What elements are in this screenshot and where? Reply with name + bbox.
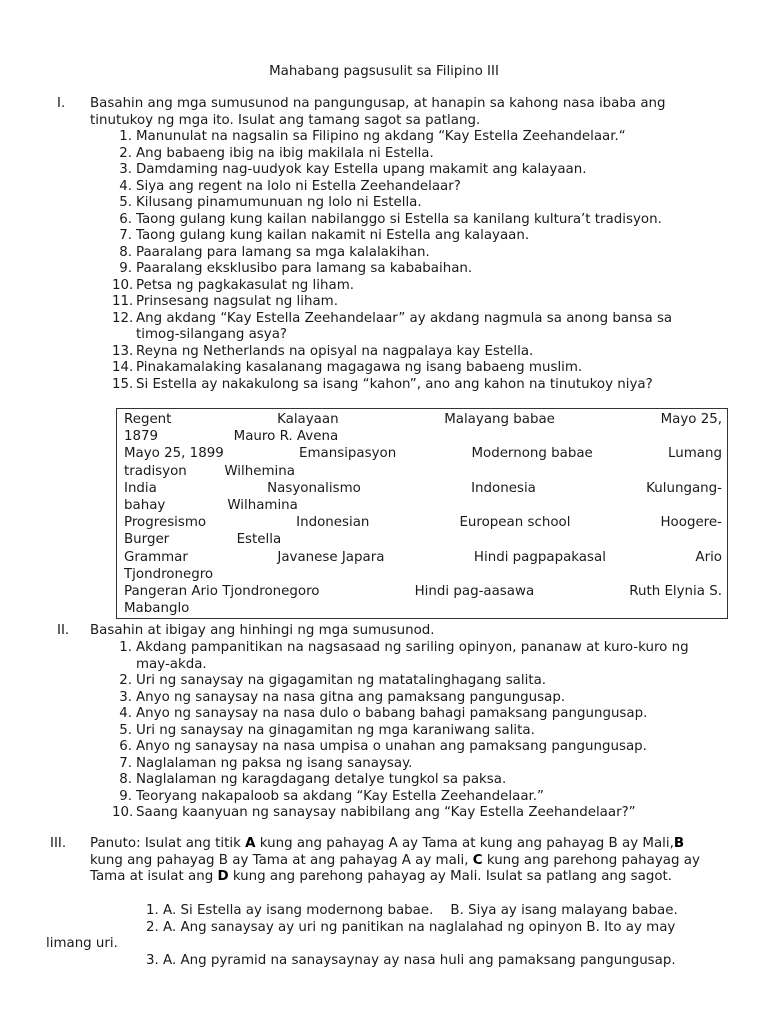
word-box-entry: Indonesian bbox=[296, 515, 370, 531]
answer-word-box bbox=[116, 408, 728, 619]
list-item bbox=[112, 195, 712, 212]
instr-part: kung ang pahayag A ay Tama at kung ang pahayag B ay Mali, bbox=[255, 836, 674, 851]
item-number: 5. bbox=[119, 195, 132, 210]
word-box-entry: Ario bbox=[695, 549, 722, 565]
word-box-line bbox=[124, 514, 722, 531]
list-item bbox=[112, 212, 712, 229]
word-box-entry: Mayo 25, bbox=[660, 412, 722, 427]
item-number: 12. bbox=[112, 310, 134, 326]
item-number: 10. bbox=[112, 805, 134, 820]
item-number: 13. bbox=[112, 343, 134, 359]
section1-item-list bbox=[112, 129, 712, 393]
item-text: Manunulat na nagsalin sa Filipino ng akdang “Kay Estella Zeehandelaar.“ bbox=[136, 129, 626, 144]
word-box-entry: tradisyon bbox=[124, 463, 187, 479]
word-box-entry: Emansipasyon bbox=[299, 446, 397, 462]
instr-part: kung ang pahayag B ay Tama at ang pahayag A ay mali, bbox=[90, 852, 473, 868]
item-text: Damdaming nag-uudyok kay Estella upang makamit ang kalayaan. bbox=[136, 162, 587, 177]
word-box-line bbox=[124, 531, 722, 548]
list-item bbox=[112, 377, 712, 394]
item-text: Paaralang eksklusibo para lamang sa kababaihan. bbox=[136, 261, 473, 276]
item-number: 7. bbox=[119, 755, 132, 771]
item-number: 9. bbox=[119, 261, 132, 276]
section1-instructions: Basahin ang mga sumusunod na pangungusap, at hanapin sa kahong nasa ibaba ang tinutukoy ng mga ito. Isulat ang tamang sagot sa patlang. bbox=[90, 96, 666, 128]
item-text: Saang kaanyuan ng sanaysay nabibilang ang “Kay Estella Zeehandelaar?” bbox=[136, 805, 636, 820]
letter-b: B bbox=[673, 836, 685, 851]
word-box-entry: Kalayaan bbox=[277, 412, 339, 427]
word-box-row bbox=[124, 549, 722, 583]
section3-item-1: 1. A. Si Estella ay isang modernong babae. B. Siya ay isang malayang babae. bbox=[146, 903, 678, 918]
section3-number: III. bbox=[50, 836, 67, 851]
list-item bbox=[112, 739, 712, 756]
item-text: Kilusang pinamumunuan ng lolo ni Estella. bbox=[136, 195, 422, 210]
list-item bbox=[112, 311, 712, 344]
word-box-entry: Ruth Elynia S. bbox=[629, 584, 722, 600]
word-box-entry: European school bbox=[459, 515, 571, 531]
list-item bbox=[112, 756, 712, 773]
list-item bbox=[112, 706, 712, 723]
section3-item-3: 3. A. Ang pyramid na sanaysaynay ay nasa huli ang pamaksang pangungusap. bbox=[146, 953, 676, 968]
list-item bbox=[112, 690, 712, 707]
word-box-line bbox=[124, 428, 722, 445]
item-number: 5. bbox=[119, 722, 132, 738]
item-number: 14. bbox=[112, 360, 134, 375]
word-box-line bbox=[124, 480, 722, 497]
list-item bbox=[112, 162, 712, 179]
word-box-entry: Malayang babae bbox=[444, 412, 555, 427]
section3-item-2: 2. A. Ang sanaysay ay uri ng panitikan na naglalahad ng opinyon B. Ito ay may bbox=[146, 920, 676, 935]
word-box-entry: Wilhamina bbox=[227, 498, 298, 514]
word-box-row bbox=[124, 514, 722, 548]
list-item bbox=[112, 772, 712, 789]
word-box-row bbox=[124, 480, 722, 514]
item-number: 8. bbox=[119, 244, 132, 260]
word-box-entry: Burger bbox=[124, 532, 170, 548]
list-item bbox=[112, 228, 712, 245]
word-box-line bbox=[124, 549, 722, 566]
word-box-entry: Mabanglo bbox=[124, 601, 190, 617]
word-box-entry: Progresismo bbox=[124, 515, 207, 531]
list-item bbox=[112, 146, 712, 163]
word-box-entry: Wilhemina bbox=[224, 463, 295, 479]
word-box-entry: 1879 bbox=[124, 429, 159, 445]
item-number: 3. bbox=[119, 689, 132, 705]
item-text: Ang babaeng ibig na ibig makilala ni Estella. bbox=[136, 145, 434, 161]
word-box-line bbox=[124, 411, 722, 428]
section2-number: II. bbox=[57, 623, 70, 638]
word-box-entry: Pangeran Ario Tjondronegoro bbox=[124, 584, 320, 600]
letter-a: A bbox=[245, 836, 256, 851]
list-item bbox=[112, 789, 712, 806]
list-item bbox=[112, 278, 712, 295]
word-box-line bbox=[124, 463, 722, 480]
item-number: 9. bbox=[119, 788, 132, 804]
item-text: Anyo ng sanaysay na nasa gitna ang pamaksang pangungusap. bbox=[136, 689, 566, 705]
item-number: 4. bbox=[119, 178, 132, 194]
section2-item-list bbox=[112, 640, 712, 822]
word-box-line bbox=[124, 497, 722, 514]
item-text: Uri ng sanaysay na ginagamitan ng mga karaniwang salita. bbox=[136, 722, 535, 738]
word-box-entry: Regent bbox=[124, 412, 172, 427]
item-number: 2. bbox=[119, 145, 132, 161]
section1-number: I. bbox=[57, 96, 66, 111]
item-number: 4. bbox=[119, 706, 132, 721]
list-item bbox=[112, 360, 712, 377]
item-number: 11. bbox=[112, 294, 134, 309]
item-text: Anyo ng sanaysay na nasa umpisa o unahan ang pamaksang pangungusap. bbox=[136, 739, 647, 754]
list-item bbox=[112, 723, 712, 740]
word-box-entry: India bbox=[124, 480, 157, 496]
list-item bbox=[112, 129, 712, 146]
item-text: Pinakamalaking kasalanang magagawa ng isang babaeng muslim. bbox=[136, 360, 583, 375]
item-text: Teoryang nakapaloob sa akdang “Kay Estella Zeehandelaar.” bbox=[136, 788, 544, 804]
word-box-line bbox=[124, 600, 722, 617]
item-text: Taong gulang kung kailan nabilanggo si Estella sa kanilang kultura’t tradisyon. bbox=[136, 211, 662, 227]
list-item bbox=[112, 344, 712, 361]
item-number: 1. bbox=[119, 129, 132, 144]
word-box-entry: Kulungang- bbox=[646, 480, 722, 496]
word-box-entry: Mayo 25, 1899 bbox=[124, 446, 224, 462]
word-box-entry: Estella bbox=[236, 532, 282, 548]
list-item bbox=[112, 640, 712, 673]
section3-instructions bbox=[90, 836, 716, 886]
word-box-entry: Modernong babae bbox=[471, 446, 593, 462]
word-box-entry: Nasyonalismo bbox=[267, 480, 361, 496]
item-text: Reyna ng Netherlands na opisyal na nagpalaya kay Estella. bbox=[136, 343, 534, 359]
instr-part: kung ang parehong pahayag ay Mali. Isulat sa patlang ang sagot. bbox=[228, 869, 673, 884]
word-box-entry: Tjondronegro bbox=[124, 566, 214, 582]
word-box-entry: Grammar bbox=[124, 549, 188, 565]
word-box-line bbox=[124, 566, 722, 583]
letter-d: D bbox=[217, 869, 229, 884]
word-box-entry: Mauro R. Avena bbox=[233, 429, 339, 445]
word-box-line bbox=[124, 445, 722, 462]
page-title: Mahabang pagsusulit sa Filipino III bbox=[269, 64, 499, 79]
word-box-entry: Hindi pagpapakasal bbox=[473, 549, 606, 565]
item-number: 6. bbox=[119, 739, 132, 754]
item-number: 1. bbox=[119, 640, 132, 655]
word-box-row bbox=[124, 411, 722, 445]
word-box-entry: bahay bbox=[124, 498, 166, 514]
word-box-line bbox=[124, 583, 722, 600]
item-number: 3. bbox=[119, 162, 132, 177]
list-item bbox=[112, 245, 712, 262]
item-number: 2. bbox=[119, 673, 132, 688]
word-box-entry: Javanese Japara bbox=[277, 549, 385, 565]
item-text: Uri ng sanaysay na gigagamitan ng matatalinghagang salita. bbox=[136, 673, 547, 688]
item-text: Petsa ng pagkakasulat ng liham. bbox=[136, 277, 354, 293]
word-box-entry: Indonesia bbox=[471, 480, 536, 496]
item-number: 10. bbox=[112, 277, 134, 293]
letter-c: C bbox=[472, 852, 483, 868]
word-box-entry: Lumang bbox=[668, 446, 722, 462]
item-text: Taong gulang kung kailan nakamit ni Estella ang kalayaan. bbox=[136, 228, 530, 243]
instr-part: Panuto: Isulat ang titik bbox=[90, 836, 246, 851]
list-item bbox=[112, 805, 712, 822]
list-item bbox=[112, 179, 712, 196]
instr-part: kung ang parehong pahayag ay Tama at isulat ang bbox=[90, 852, 700, 884]
word-box-row bbox=[124, 583, 722, 617]
item-text: Akdang pampanitikan na nagsasaad ng sariling opinyon, pananaw at kuro-kuro ng may-akda. bbox=[136, 640, 689, 672]
item-text: Si Estella ay nakakulong sa isang “kahon”, ano ang kahon na tinutukoy niya? bbox=[136, 376, 653, 392]
item-text: Naglalaman ng paksa ng isang sanaysay. bbox=[136, 755, 413, 771]
list-item bbox=[112, 294, 712, 311]
item-number: 7. bbox=[119, 228, 132, 243]
item-number: 8. bbox=[119, 772, 132, 787]
item-text: Ang akdang “Kay Estella Zeehandelaar” ay akdang nagmula sa anong bansa sa timog-silangang asya? bbox=[136, 310, 673, 342]
item-text: Anyo ng sanaysay na nasa dulo o babang bahagi pamaksang pangungusap. bbox=[136, 706, 648, 721]
item-text: Paaralang para lamang sa mga kalalakihan. bbox=[136, 244, 430, 260]
item-number: 15. bbox=[112, 376, 134, 392]
section3-item-2-continued: limang uri. bbox=[46, 936, 118, 951]
item-text: Siya ang regent na lolo ni Estella Zeehandelaar? bbox=[136, 178, 461, 194]
item-number: 6. bbox=[119, 211, 132, 227]
word-box-row bbox=[124, 445, 722, 479]
item-text: Naglalaman ng karagdagang detalye tungkol sa paksa. bbox=[136, 772, 507, 787]
item-text: Prinsesang nagsulat ng liham. bbox=[136, 294, 338, 309]
list-item bbox=[112, 261, 712, 278]
section2-instructions: Basahin at ibigay ang hinhingi ng mga sumusunod. bbox=[90, 623, 435, 638]
word-box-entry: Hindi pag-aasawa bbox=[414, 584, 535, 600]
list-item bbox=[112, 673, 712, 690]
word-box-entry: Hoogere- bbox=[660, 515, 722, 531]
